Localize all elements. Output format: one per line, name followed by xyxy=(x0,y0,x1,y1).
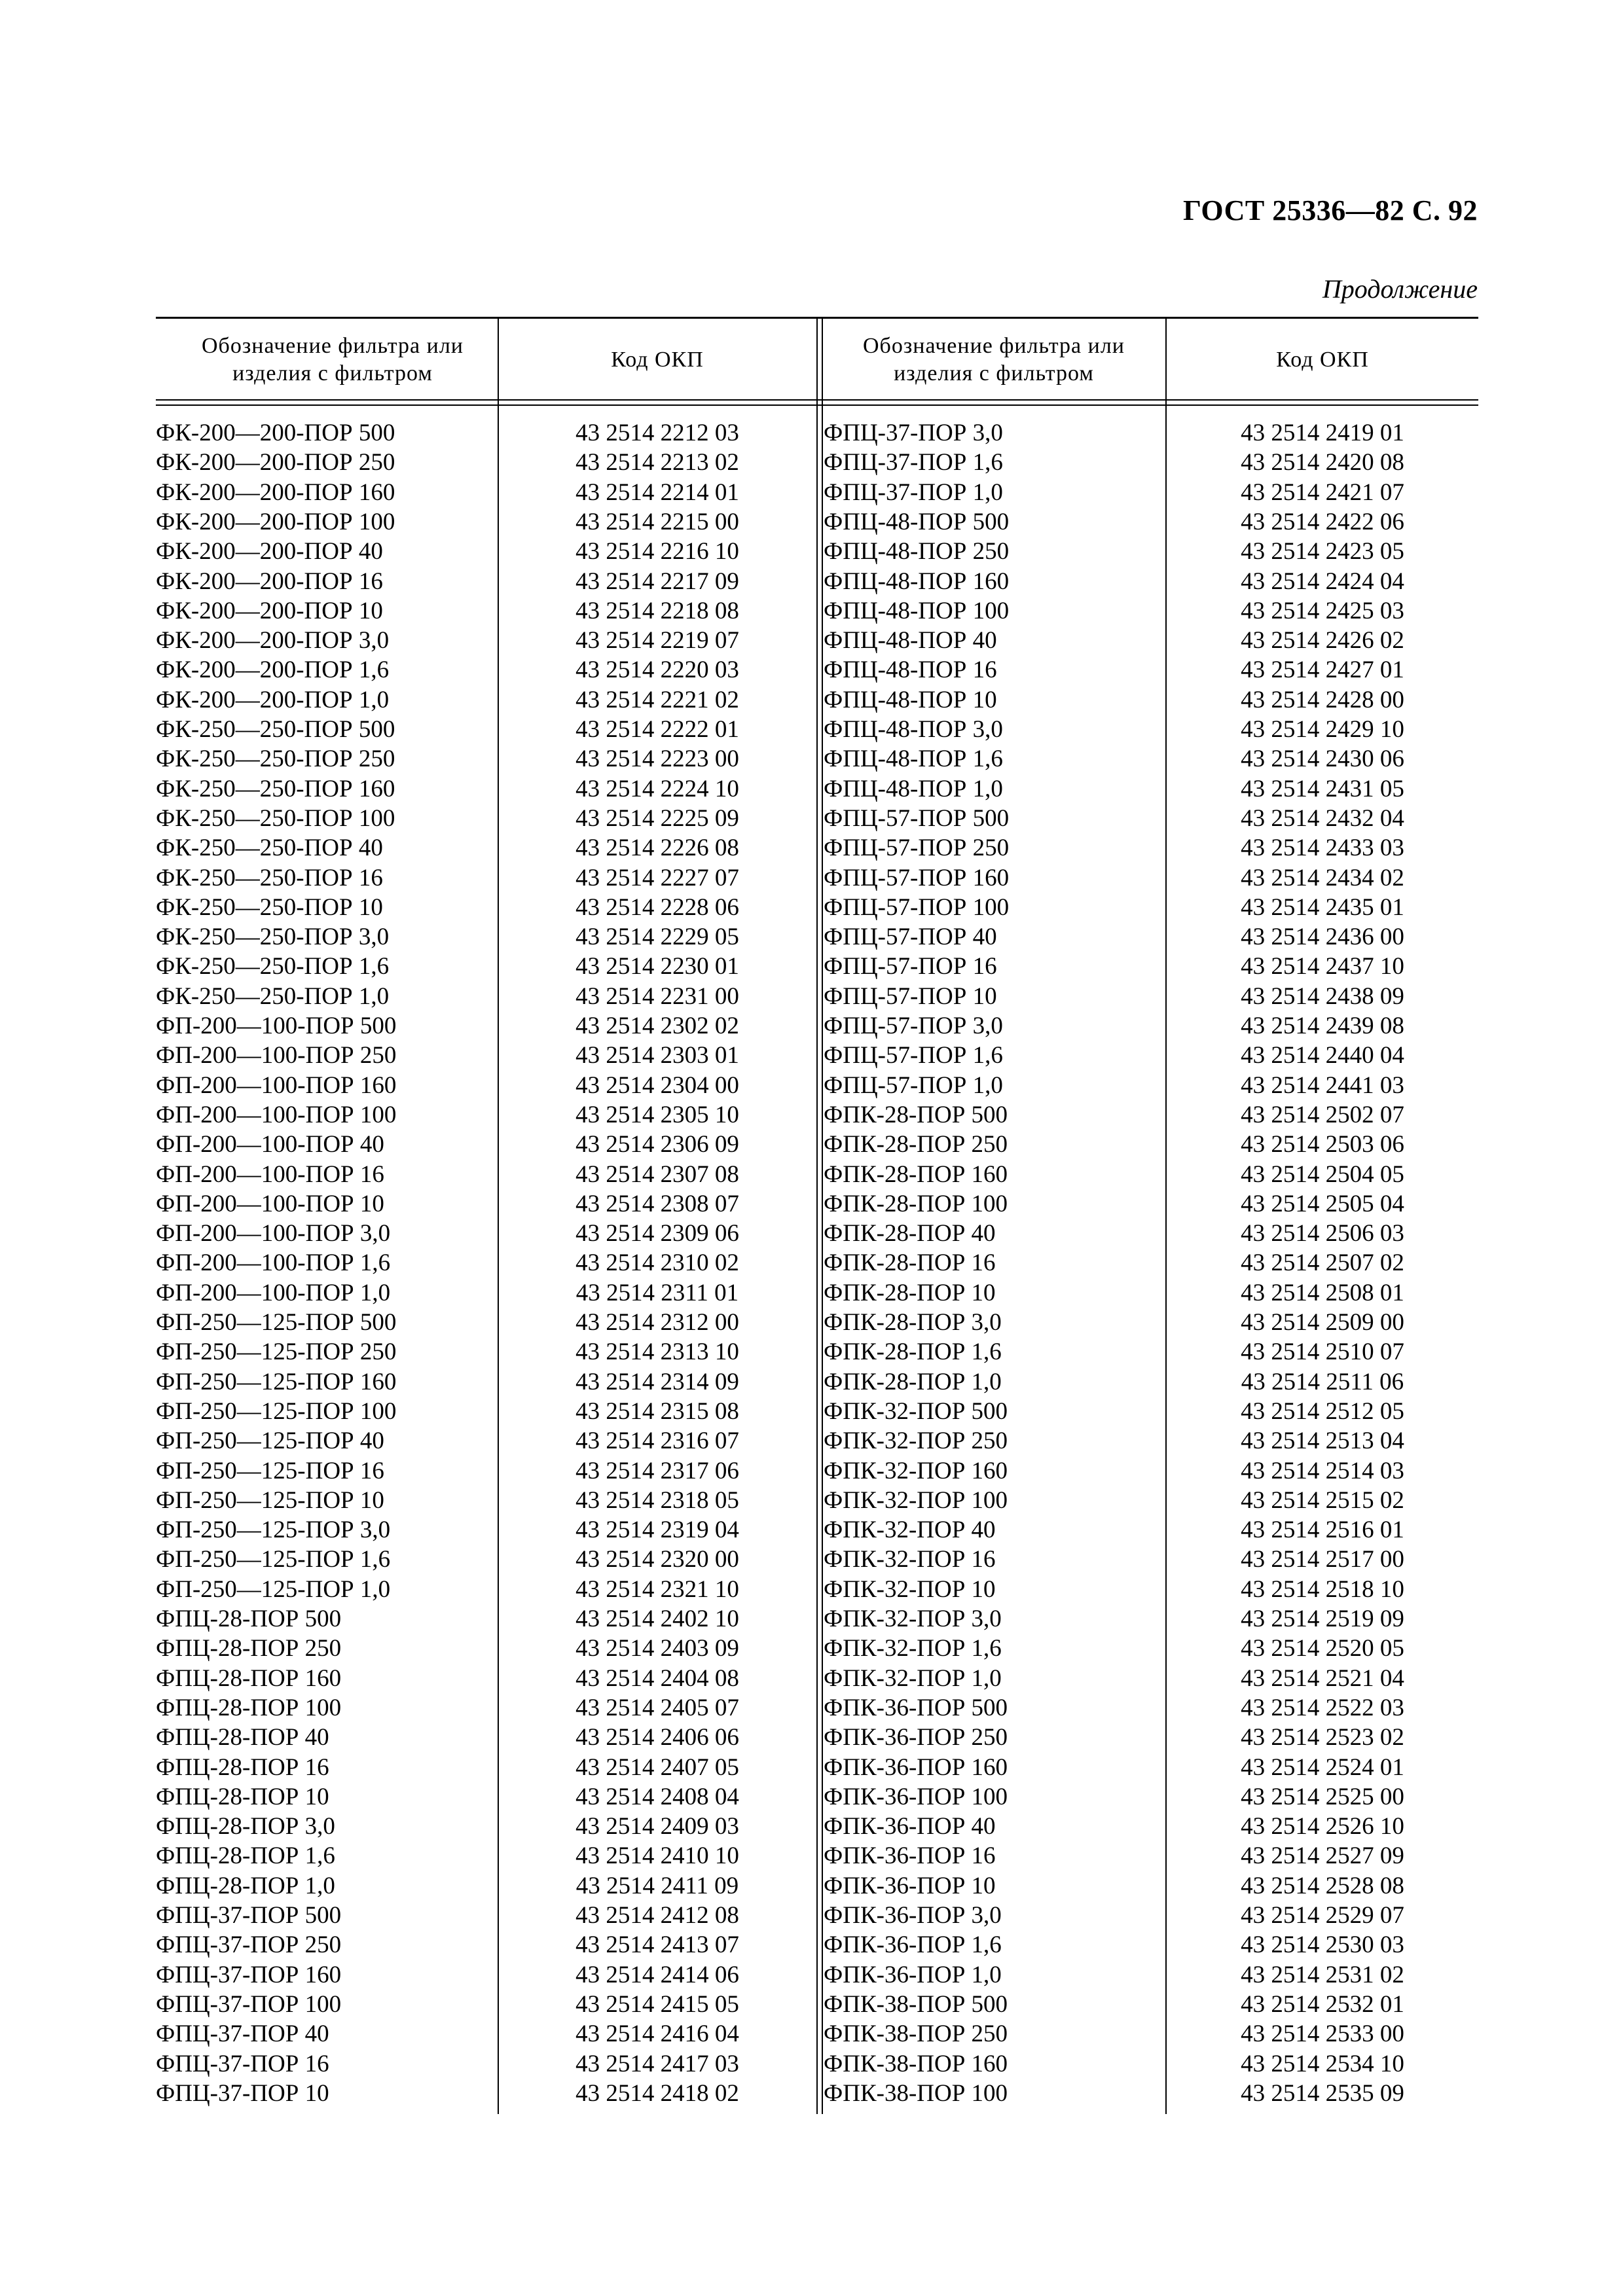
table-row xyxy=(156,1248,1478,1278)
okp-code: 43 2514 2227 07 xyxy=(575,864,739,891)
okp-code: 43 2514 2413 07 xyxy=(575,1931,739,1959)
okp-code: 43 2514 2438 09 xyxy=(1241,982,1404,1010)
filter-designation: ФПК-32-ПОР 100 xyxy=(824,1486,1008,1514)
table-row xyxy=(156,1367,1478,1397)
filter-designation: ФПК-28-ПОР 16 xyxy=(824,1249,996,1277)
okp-code: 43 2514 2302 02 xyxy=(575,1013,739,1039)
table-row xyxy=(156,893,1478,922)
table-row xyxy=(156,1426,1478,1456)
table-row xyxy=(156,1782,1478,1812)
filter-designation: ФПЦ-48-ПОР 160 xyxy=(824,567,1010,595)
filter-designation: ФПЦ-57-ПОР 1,6 xyxy=(824,1042,1003,1069)
table-row xyxy=(156,744,1478,774)
filter-designation: ФПК-36-ПОР 160 xyxy=(824,1753,1008,1781)
okp-code: 43 2514 2520 05 xyxy=(1241,1635,1404,1662)
okp-code: 43 2514 2403 09 xyxy=(575,1635,739,1662)
continuation-label: Продолжение xyxy=(1322,274,1478,304)
filter-designation: ФП-200—100-ПОР 100 xyxy=(156,1101,397,1128)
filter-designation: ФК-200—200-ПОР 40 xyxy=(156,538,383,565)
table-row xyxy=(156,626,1478,655)
table-row xyxy=(156,685,1478,715)
okp-code: 43 2514 2435 01 xyxy=(1241,893,1404,921)
table-row xyxy=(156,2079,1478,2108)
okp-code: 43 2514 2402 10 xyxy=(575,1605,739,1632)
okp-code: 43 2514 2406 06 xyxy=(575,1724,739,1751)
filter-designation: ФК-250—250-ПОР 250 xyxy=(156,745,395,773)
okp-code: 43 2514 2505 04 xyxy=(1241,1190,1404,1217)
filter-designation: ФПЦ-37-ПОР 500 xyxy=(156,1902,342,1929)
okp-code: 43 2514 2414 06 xyxy=(575,1961,739,1988)
filter-designation: ФПК-28-ПОР 160 xyxy=(824,1160,1008,1188)
table-row xyxy=(156,1575,1478,1604)
table-row xyxy=(156,1545,1478,1574)
okp-code: 43 2514 2432 04 xyxy=(1241,804,1404,832)
okp-code: 43 2514 2418 02 xyxy=(575,2079,739,2107)
okp-code: 43 2514 2530 03 xyxy=(1241,1931,1404,1959)
table-row xyxy=(156,1930,1478,1960)
okp-code: 43 2514 2503 06 xyxy=(1241,1131,1404,1158)
table-row xyxy=(156,1278,1478,1308)
table-row xyxy=(156,1160,1478,1189)
filter-designation: ФК-200—200-ПОР 10 xyxy=(156,597,383,624)
okp-code: 43 2514 2305 10 xyxy=(575,1101,739,1128)
table-row xyxy=(156,1219,1478,1248)
okp-code: 43 2514 2424 04 xyxy=(1241,567,1404,595)
filter-designation: ФПК-36-ПОР 1,0 xyxy=(824,1961,1002,1988)
filter-designation: ФП-250—125-ПОР 3,0 xyxy=(156,1516,391,1544)
table-row xyxy=(156,804,1478,833)
okp-code: 43 2514 2307 08 xyxy=(575,1160,739,1188)
table-row xyxy=(156,1041,1478,1070)
table-row xyxy=(156,1990,1478,2019)
filter-designation: ФПК-28-ПОР 1,0 xyxy=(824,1368,1002,1395)
filter-designation: ФПЦ-28-ПОР 160 xyxy=(156,1664,342,1692)
filter-designation: ФПК-28-ПОР 3,0 xyxy=(824,1309,1002,1336)
okp-code: 43 2514 2229 05 xyxy=(575,924,739,951)
okp-code: 43 2514 2412 08 xyxy=(575,1902,739,1929)
filter-designation: ФП-200—100-ПОР 16 xyxy=(156,1160,384,1188)
okp-code: 43 2514 2504 05 xyxy=(1241,1160,1404,1188)
filter-designation: ФПК-32-ПОР 160 xyxy=(824,1457,1008,1484)
okp-code: 43 2514 2228 06 xyxy=(575,893,739,921)
filter-designation: ФПЦ-28-ПОР 1,0 xyxy=(156,1872,335,1899)
okp-code: 43 2514 2319 04 xyxy=(575,1516,739,1544)
okp-code: 43 2514 2433 03 xyxy=(1241,834,1404,862)
okp-code: 43 2514 2437 10 xyxy=(1241,953,1404,980)
okp-code: 43 2514 2416 04 xyxy=(575,2020,739,2048)
filter-designation: ФП-200—100-ПОР 1,0 xyxy=(156,1279,391,1306)
filter-designation: ФПЦ-28-ПОР 250 xyxy=(156,1635,342,1662)
okp-code: 43 2514 2419 01 xyxy=(1241,420,1404,446)
filter-designation: ФПЦ-57-ПОР 3,0 xyxy=(824,1013,1003,1039)
filter-designation: ФПЦ-37-ПОР 1,0 xyxy=(824,478,1003,506)
filter-designation: ФК-200—200-ПОР 160 xyxy=(156,478,395,506)
okp-code: 43 2514 2428 00 xyxy=(1241,686,1404,713)
table-row xyxy=(156,1693,1478,1723)
filter-designation: ФП-250—125-ПОР 1,0 xyxy=(156,1575,391,1603)
okp-code: 43 2514 2528 08 xyxy=(1241,1872,1404,1899)
okp-code: 43 2514 2306 09 xyxy=(575,1131,739,1158)
table-row xyxy=(156,1308,1478,1337)
filter-designation: ФПЦ-37-ПОР 100 xyxy=(156,1990,342,2018)
okp-code: 43 2514 2415 05 xyxy=(575,1990,739,2018)
filter-designation: ФПК-38-ПОР 250 xyxy=(824,2020,1008,2048)
okp-code: 43 2514 2502 07 xyxy=(1241,1101,1404,1128)
okp-code: 43 2514 2318 05 xyxy=(575,1486,739,1514)
okp-code: 43 2514 2410 10 xyxy=(575,1842,739,1870)
okp-code: 43 2514 2529 07 xyxy=(1241,1902,1404,1929)
table-row xyxy=(156,655,1478,685)
okp-code: 43 2514 2512 05 xyxy=(1241,1397,1404,1425)
okp-code: 43 2514 2436 00 xyxy=(1241,924,1404,951)
okp-code: 43 2514 2214 01 xyxy=(575,478,739,506)
table-row xyxy=(156,922,1478,952)
okp-code: 43 2514 2420 08 xyxy=(1241,449,1404,476)
filter-designation: ФПЦ-57-ПОР 500 xyxy=(824,804,1010,832)
okp-code: 43 2514 2308 07 xyxy=(575,1190,739,1217)
okp-code: 43 2514 2517 00 xyxy=(1241,1546,1404,1573)
okp-code: 43 2514 2531 02 xyxy=(1241,1961,1404,1988)
filter-designation: ФПК-32-ПОР 500 xyxy=(824,1397,1008,1425)
okp-code: 43 2514 2312 00 xyxy=(575,1309,739,1336)
okp-code: 43 2514 2427 01 xyxy=(1241,656,1404,684)
table-row xyxy=(156,1841,1478,1871)
filter-designation: ФК-250—250-ПОР 160 xyxy=(156,775,395,802)
okp-code: 43 2514 2423 05 xyxy=(1241,538,1404,565)
filter-designation: ФП-250—125-ПОР 250 xyxy=(156,1338,397,1366)
filter-designation: ФП-200—100-ПОР 160 xyxy=(156,1071,397,1099)
filter-designation: ФК-250—250-ПОР 1,6 xyxy=(156,953,390,980)
okp-code: 43 2514 2315 08 xyxy=(575,1397,739,1425)
filter-designation: ФПК-36-ПОР 100 xyxy=(824,1783,1008,1810)
table-row xyxy=(156,1753,1478,1782)
okp-code: 43 2514 2309 06 xyxy=(575,1220,739,1247)
okp-code: 43 2514 2510 07 xyxy=(1241,1338,1404,1366)
table-row xyxy=(156,1456,1478,1486)
table-row xyxy=(156,1515,1478,1545)
okp-code: 43 2514 2535 09 xyxy=(1241,2079,1404,2107)
filter-designation: ФПЦ-28-ПОР 10 xyxy=(156,1783,329,1810)
table-row xyxy=(156,1397,1478,1426)
okp-code: 43 2514 2320 00 xyxy=(575,1546,739,1573)
okp-code: 43 2514 2514 03 xyxy=(1241,1457,1404,1484)
filter-designation: ФК-200—200-ПОР 16 xyxy=(156,567,383,595)
okp-code: 43 2514 2212 03 xyxy=(575,420,739,446)
filter-designation: ФК-200—200-ПОР 500 xyxy=(156,420,395,446)
okp-code: 43 2514 2525 00 xyxy=(1241,1783,1404,1810)
okp-code: 43 2514 2516 01 xyxy=(1241,1516,1404,1544)
okp-code: 43 2514 2430 06 xyxy=(1241,745,1404,773)
filter-designation: ФПК-36-ПОР 16 xyxy=(824,1842,996,1870)
okp-code: 43 2514 2507 02 xyxy=(1241,1249,1404,1277)
filter-designation: ФПК-32-ПОР 1,0 xyxy=(824,1664,1002,1692)
filter-designation: ФПК-36-ПОР 250 xyxy=(824,1724,1008,1751)
okp-code: 43 2514 2421 07 xyxy=(1241,478,1404,506)
filter-designation: ФП-250—125-ПОР 160 xyxy=(156,1368,397,1395)
okp-code: 43 2514 2519 09 xyxy=(1241,1605,1404,1632)
filter-designation: ФПЦ-57-ПОР 10 xyxy=(824,982,997,1010)
filter-designation: ФП-200—100-ПОР 250 xyxy=(156,1042,397,1069)
filter-designation: ФПЦ-57-ПОР 160 xyxy=(824,864,1010,891)
filter-designation: ФПЦ-37-ПОР 3,0 xyxy=(824,420,1003,446)
okp-code: 43 2514 2434 02 xyxy=(1241,864,1404,891)
filter-designation: ФП-250—125-ПОР 1,6 xyxy=(156,1546,391,1573)
filter-designation: ФПЦ-28-ПОР 100 xyxy=(156,1694,342,1721)
filter-designation: ФПЦ-48-ПОР 1,6 xyxy=(824,745,1003,773)
filter-designation: ФП-250—125-ПОР 10 xyxy=(156,1486,384,1514)
filter-designation: ФПЦ-57-ПОР 40 xyxy=(824,924,997,951)
filter-designation: ФПК-36-ПОР 3,0 xyxy=(824,1902,1002,1929)
filter-designation: ФК-250—250-ПОР 500 xyxy=(156,716,395,743)
table-row xyxy=(156,1130,1478,1159)
filter-designation: ФПЦ-48-ПОР 1,0 xyxy=(824,775,1003,802)
filter-designation: ФП-250—125-ПОР 16 xyxy=(156,1457,384,1484)
okp-code: 43 2514 2508 01 xyxy=(1241,1279,1404,1306)
table-row xyxy=(156,1100,1478,1130)
filter-designation: ФПК-32-ПОР 250 xyxy=(824,1427,1008,1455)
table-row xyxy=(156,774,1478,804)
filter-designation: ФП-200—100-ПОР 500 xyxy=(156,1013,397,1039)
filter-designation: ФПЦ-28-ПОР 16 xyxy=(156,1753,329,1781)
filter-designation: ФПЦ-28-ПОР 1,6 xyxy=(156,1842,335,1870)
filter-designation: ФПК-36-ПОР 1,6 xyxy=(824,1931,1002,1959)
okp-code: 43 2514 2223 00 xyxy=(575,745,739,773)
okp-code: 43 2514 2426 02 xyxy=(1241,627,1404,655)
table-row xyxy=(156,1664,1478,1693)
okp-code: 43 2514 2522 03 xyxy=(1241,1694,1404,1721)
okp-code: 43 2514 2422 06 xyxy=(1241,508,1404,535)
table-row xyxy=(156,1189,1478,1219)
table-row xyxy=(156,1011,1478,1041)
table-row xyxy=(156,952,1478,981)
filter-designation: ФК-200—200-ПОР 250 xyxy=(156,449,395,476)
header-designation-right: Обозначение фильтра или изделия с фильтром xyxy=(862,334,1125,386)
okp-code: 43 2514 2527 09 xyxy=(1241,1842,1404,1870)
okp-code: 43 2514 2511 06 xyxy=(1241,1368,1404,1395)
filter-designation: ФПЦ-48-ПОР 500 xyxy=(824,508,1010,535)
okp-code: 43 2514 2513 04 xyxy=(1241,1427,1404,1455)
filter-designation: ФП-250—125-ПОР 500 xyxy=(156,1309,397,1336)
table-row xyxy=(156,567,1478,596)
filter-designation: ФПЦ-28-ПОР 500 xyxy=(156,1605,342,1632)
okp-code: 43 2514 2317 06 xyxy=(575,1457,739,1484)
okp-code: 43 2514 2222 01 xyxy=(575,716,739,743)
okp-code: 43 2514 2231 00 xyxy=(575,982,739,1010)
okp-code: 43 2514 2218 08 xyxy=(575,597,739,624)
okp-code: 43 2514 2523 02 xyxy=(1241,1724,1404,1751)
filter-designation: ФПЦ-48-ПОР 40 xyxy=(824,627,997,655)
okp-code: 43 2514 2441 03 xyxy=(1241,1071,1404,1099)
filter-designation: ФПЦ-37-ПОР 16 xyxy=(156,2050,329,2077)
okp-code: 43 2514 2311 01 xyxy=(575,1279,739,1306)
okp-code: 43 2514 2216 10 xyxy=(575,538,739,565)
filter-designation: ФПК-32-ПОР 3,0 xyxy=(824,1605,1002,1632)
filter-designation: ФК-250—250-ПОР 40 xyxy=(156,834,383,862)
table-row xyxy=(156,478,1478,507)
header-code-right: Код ОКП xyxy=(1276,348,1369,372)
filter-designation: ФПЦ-48-ПОР 3,0 xyxy=(824,716,1003,743)
table-row xyxy=(156,1960,1478,1990)
table-row xyxy=(156,507,1478,537)
filter-designation: ФПЦ-28-ПОР 3,0 xyxy=(156,1813,335,1840)
filter-designation: ФП-200—100-ПОР 3,0 xyxy=(156,1220,391,1247)
table-row xyxy=(156,596,1478,626)
filter-designation: ФПК-28-ПОР 40 xyxy=(824,1220,996,1247)
table-row xyxy=(156,982,1478,1011)
filter-designation: ФПЦ-37-ПОР 10 xyxy=(156,2079,329,2107)
okp-code: 43 2514 2521 04 xyxy=(1241,1664,1404,1692)
okp-code: 43 2514 2515 02 xyxy=(1241,1486,1404,1514)
okp-code: 43 2514 2440 04 xyxy=(1241,1042,1404,1069)
okp-code: 43 2514 2425 03 xyxy=(1241,597,1404,624)
okp-code: 43 2514 2213 02 xyxy=(575,449,739,476)
filter-designation: ФПЦ-48-ПОР 16 xyxy=(824,656,997,684)
filter-designation: ФП-200—100-ПОР 40 xyxy=(156,1131,384,1158)
okp-code: 43 2514 2230 01 xyxy=(575,953,739,980)
table-row xyxy=(156,1486,1478,1515)
okp-code: 43 2514 2526 10 xyxy=(1241,1813,1404,1840)
okp-code: 43 2514 2217 09 xyxy=(575,567,739,595)
table-row xyxy=(156,537,1478,566)
filter-designation: ФПК-28-ПОР 10 xyxy=(824,1279,996,1306)
filter-designation: ФПК-38-ПОР 500 xyxy=(824,1990,1008,2018)
okp-code: 43 2514 2221 02 xyxy=(575,686,739,713)
filter-designation: ФПК-28-ПОР 250 xyxy=(824,1131,1008,1158)
filter-designation: ФП-200—100-ПОР 10 xyxy=(156,1190,384,1217)
filter-designation: ФК-250—250-ПОР 10 xyxy=(156,893,383,921)
okp-code: 43 2514 2225 09 xyxy=(575,804,739,832)
filter-designation: ФК-200—200-ПОР 100 xyxy=(156,508,395,535)
filter-designation: ФП-200—100-ПОР 1,6 xyxy=(156,1249,391,1277)
okp-code: 43 2514 2534 10 xyxy=(1241,2050,1404,2077)
filter-designation: ФПК-32-ПОР 40 xyxy=(824,1516,996,1544)
table-row xyxy=(156,715,1478,744)
page-header: ГОСТ 25336—82 С. 92 xyxy=(1182,194,1478,226)
okp-code: 43 2514 2226 08 xyxy=(575,834,739,862)
filter-designation: ФК-200—200-ПОР 3,0 xyxy=(156,627,390,655)
filter-designation: ФПЦ-57-ПОР 100 xyxy=(824,893,1010,921)
okp-code: 43 2514 2506 03 xyxy=(1241,1220,1404,1247)
filter-designation: ФПЦ-28-ПОР 40 xyxy=(156,1724,329,1751)
table-row xyxy=(156,833,1478,863)
okp-code: 43 2514 2429 10 xyxy=(1241,716,1404,743)
okp-code: 43 2514 2405 07 xyxy=(575,1694,739,1721)
okp-code: 43 2514 2321 10 xyxy=(575,1575,739,1603)
okp-code: 43 2514 2313 10 xyxy=(575,1338,739,1366)
table-row xyxy=(156,418,1478,448)
filter-designation: ФПК-38-ПОР 160 xyxy=(824,2050,1008,2077)
table-row xyxy=(156,1812,1478,1841)
filter-designation: ФК-250—250-ПОР 16 xyxy=(156,864,383,891)
okp-code: 43 2514 2533 00 xyxy=(1241,2020,1404,2048)
filter-designation: ФК-250—250-ПОР 3,0 xyxy=(156,924,390,951)
okp-code: 43 2514 2407 05 xyxy=(575,1753,739,1781)
filter-designation: ФП-250—125-ПОР 40 xyxy=(156,1427,384,1455)
filter-designation: ФПЦ-37-ПОР 40 xyxy=(156,2020,329,2048)
okp-code: 43 2514 2518 10 xyxy=(1241,1575,1404,1603)
filter-designation: ФПЦ-57-ПОР 250 xyxy=(824,834,1010,862)
okp-code: 43 2514 2304 00 xyxy=(575,1071,739,1099)
okp-code: 43 2514 2409 03 xyxy=(575,1813,739,1840)
filter-designation: ФПК-36-ПОР 10 xyxy=(824,1872,996,1899)
filter-designation: ФК-250—250-ПОР 1,0 xyxy=(156,982,390,1010)
filter-designation: ФПЦ-37-ПОР 160 xyxy=(156,1961,342,1988)
okp-code: 43 2514 2303 01 xyxy=(575,1042,739,1069)
table-row xyxy=(156,2019,1478,2049)
okp-code: 43 2514 2439 08 xyxy=(1241,1013,1404,1039)
table-row xyxy=(156,1337,1478,1367)
okp-code: 43 2514 2314 09 xyxy=(575,1368,739,1395)
filter-designation: ФПЦ-48-ПОР 10 xyxy=(824,686,997,713)
okp-code: 43 2514 2524 01 xyxy=(1241,1753,1404,1781)
header-designation-left: Обозначение фильтра или изделия с фильтром xyxy=(201,334,464,386)
filter-designation: ФПЦ-37-ПОР 250 xyxy=(156,1931,342,1959)
okp-code: 43 2514 2220 03 xyxy=(575,656,739,684)
okp-code: 43 2514 2417 03 xyxy=(575,2050,739,2077)
filter-designation: ФПК-28-ПОР 1,6 xyxy=(824,1338,1002,1366)
okp-code: 43 2514 2411 09 xyxy=(575,1872,739,1899)
table-row xyxy=(156,1871,1478,1901)
table-row xyxy=(156,863,1478,893)
filter-designation: ФПЦ-57-ПОР 1,0 xyxy=(824,1071,1003,1099)
filter-designation: ФПК-38-ПОР 100 xyxy=(824,2079,1008,2107)
filter-designation: ФПК-28-ПОР 500 xyxy=(824,1101,1008,1128)
table-row xyxy=(156,2049,1478,2079)
table-row xyxy=(156,1901,1478,1930)
filter-designation: ФПК-28-ПОР 100 xyxy=(824,1190,1008,1217)
okp-code: 43 2514 2431 05 xyxy=(1241,775,1404,802)
filter-designation: ФПЦ-48-ПОР 250 xyxy=(824,538,1010,565)
filter-designation: ФПК-32-ПОР 16 xyxy=(824,1546,996,1573)
okp-code: 43 2514 2404 08 xyxy=(575,1664,739,1692)
header-code-left: Код ОКП xyxy=(611,348,704,372)
filter-designation: ФПК-32-ПОР 1,6 xyxy=(824,1635,1002,1662)
filter-designation: ФП-250—125-ПОР 100 xyxy=(156,1397,397,1425)
filter-designation: ФК-200—200-ПОР 1,0 xyxy=(156,686,390,713)
okp-code: 43 2514 2224 10 xyxy=(575,775,739,802)
table-row xyxy=(156,1723,1478,1752)
filter-designation: ФПЦ-57-ПОР 16 xyxy=(824,953,997,980)
filter-designation: ФПК-36-ПОР 500 xyxy=(824,1694,1008,1721)
filter-designation: ФПК-32-ПОР 10 xyxy=(824,1575,996,1603)
table-row xyxy=(156,1071,1478,1100)
filter-designation: ФПК-36-ПОР 40 xyxy=(824,1813,996,1840)
okp-code: 43 2514 2408 04 xyxy=(575,1783,739,1810)
okp-code: 43 2514 2532 01 xyxy=(1241,1990,1404,2018)
filter-designation: ФК-250—250-ПОР 100 xyxy=(156,804,395,832)
table-row xyxy=(156,1604,1478,1634)
okp-code: 43 2514 2219 07 xyxy=(575,627,739,655)
okp-code: 43 2514 2316 07 xyxy=(575,1427,739,1455)
table-row xyxy=(156,1634,1478,1663)
filter-designation: ФПЦ-48-ПОР 100 xyxy=(824,597,1010,624)
filter-designation: ФК-200—200-ПОР 1,6 xyxy=(156,656,390,684)
table-row xyxy=(156,448,1478,477)
okp-code: 43 2514 2509 00 xyxy=(1241,1309,1404,1336)
okp-code: 43 2514 2215 00 xyxy=(575,508,739,535)
filter-designation: ФПЦ-37-ПОР 1,6 xyxy=(824,449,1003,476)
okp-code: 43 2514 2310 02 xyxy=(575,1249,739,1277)
